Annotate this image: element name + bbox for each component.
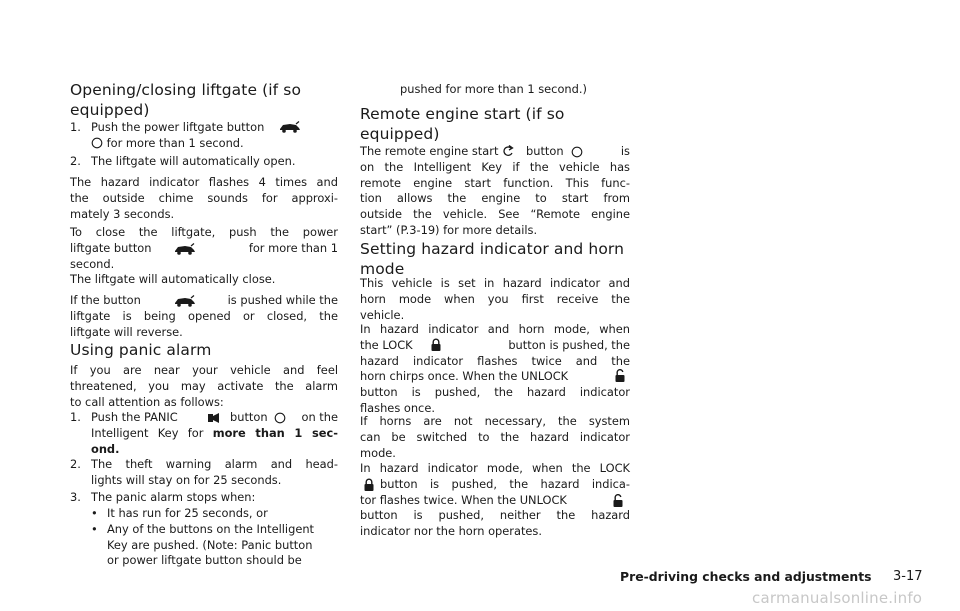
panic-horn-icon	[207, 412, 221, 424]
para-hazard-1	[360, 276, 630, 323]
para-close	[70, 225, 338, 272]
para-hazard-3	[360, 414, 630, 461]
para-hazard-2	[360, 322, 630, 417]
padlock-open-icon	[612, 494, 624, 508]
page-footer	[620, 569, 923, 585]
step-number: 1.	[70, 410, 81, 424]
heading-remote-start	[360, 104, 564, 144]
remote-start-arrow-icon	[502, 145, 514, 158]
text-line: for more than 1	[248, 240, 338, 255]
page-number: 3-17	[893, 569, 923, 584]
panic-step-2	[70, 457, 338, 489]
text-line: liftgate button	[70, 240, 152, 255]
step-text: The panic alarm stops when:	[91, 490, 256, 504]
text-line: To close the liftgate, push the power	[70, 225, 338, 239]
text-line: In hazard indicator mode, when the LOCK	[360, 461, 630, 475]
para-auto-close	[70, 272, 338, 288]
text-line: The remote engine start	[360, 144, 499, 158]
button-circle-icon	[91, 137, 103, 149]
text-line: button is pushed, neither the hazard	[360, 508, 630, 523]
continued-text	[400, 82, 630, 98]
padlock-closed-icon	[430, 338, 442, 352]
bullet-text: It has run for 25 seconds, or	[107, 506, 268, 520]
text-line: horn mode when you first receive the	[360, 291, 630, 306]
text-line: button is pushed, the hazard indica-	[380, 476, 630, 491]
step-text: The liftgate will automatically open.	[91, 154, 296, 168]
para-remote	[360, 144, 630, 239]
heading-panic: Using panic alarm	[70, 341, 212, 359]
text-line: is	[620, 144, 630, 158]
text-line: tor flashes twice. When the UNLOCK	[360, 492, 567, 507]
heading-hazard	[360, 239, 624, 279]
padlock-closed-icon	[363, 478, 375, 492]
step-text: for more than 1 second.	[106, 135, 244, 150]
step-text-bold: more than 1 sec-	[212, 425, 338, 440]
text-line: hazard indicator flashes twice and the	[360, 353, 630, 368]
step-text: The theft warning alarm and head-	[91, 457, 338, 471]
text-line: mately 3 seconds.	[70, 206, 175, 221]
text-line: The hazard indicator flashes 4 times and	[70, 175, 338, 189]
text-line: flashes once.	[360, 400, 435, 415]
heading-line: equipped)	[70, 101, 150, 119]
text-line: button	[526, 144, 564, 158]
step-text: lights will stay on for 25 seconds.	[91, 472, 282, 487]
bullet-list	[91, 506, 338, 569]
step-text: Push the power liftgate button	[91, 120, 265, 134]
heading-line: equipped)	[360, 125, 440, 143]
text-line: vehicle.	[360, 307, 405, 322]
heading-line: mode	[360, 260, 405, 278]
text-line: button is pushed, the	[508, 337, 630, 352]
step-text: Push the PANIC	[91, 410, 178, 424]
bullet-icon: •	[91, 506, 98, 520]
text-line: tion allows the engine to start from	[360, 191, 630, 206]
step-number: 3.	[70, 490, 81, 504]
watermark: carmanualsonline.info	[752, 589, 923, 607]
para-panic	[70, 363, 338, 410]
text-line: remote engine start function. This func-	[360, 175, 630, 190]
step-text-bold: ond.	[91, 441, 120, 456]
bullet-text: Key are pushed. (Note: Panic button	[107, 537, 313, 552]
text-line: to call attention as follows:	[70, 394, 224, 409]
step-number: 2.	[70, 154, 81, 168]
step-number: 1.	[70, 120, 81, 134]
text-line: liftgate is being opened or closed, the	[70, 308, 338, 323]
bullet-icon: •	[91, 521, 98, 536]
para-hazard-4	[360, 461, 630, 540]
para-indicator	[70, 175, 338, 222]
step-text: button	[230, 410, 268, 424]
section-title: Pre-driving checks and adjustments	[620, 569, 872, 584]
step-text: on the	[301, 410, 338, 424]
bullet-text: Any of the buttons on the Intelligent	[107, 521, 315, 536]
text-line: the outside chime sounds for approxi-	[70, 190, 338, 205]
button-circle-icon	[571, 146, 583, 158]
text-line: mode.	[360, 445, 396, 460]
text-line: on the Intelligent Key if the vehicle has	[360, 159, 630, 174]
heading-line: Setting hazard indicator and horn	[360, 240, 625, 258]
step-1	[70, 120, 338, 154]
text-line: button is pushed, the hazard indicator	[360, 385, 630, 400]
text-line: is pushed while the	[227, 293, 338, 307]
text-line: If you are near your vehicle and feel	[70, 363, 338, 377]
car-liftgate-icon	[278, 121, 302, 133]
text-line: liftgate will reverse.	[70, 324, 183, 339]
padlock-open-icon	[614, 369, 626, 383]
step-text: Intelligent Key for	[91, 425, 204, 440]
text-line: horn chirps once. When the UNLOCK	[360, 369, 569, 384]
step-number: 2.	[70, 457, 81, 471]
para-reverse	[70, 293, 338, 340]
text-line: second.	[70, 256, 115, 271]
text-line: If the button	[70, 293, 141, 307]
heading-line: Remote engine start (if so	[360, 105, 565, 123]
heading-line: Opening/closing liftgate (if so	[70, 81, 302, 99]
text-line: the LOCK	[360, 337, 413, 352]
text-line: indicator nor the horn operates.	[360, 524, 542, 539]
car-liftgate-icon	[173, 243, 197, 255]
bullet-text: or power liftgate button should be	[107, 553, 302, 568]
text-line: pushed for more than 1 second.)	[400, 82, 587, 96]
text-line: The liftgate will automatically close.	[70, 272, 276, 286]
text-line: If horns are not necessary, the system	[360, 414, 630, 428]
text-line: outside the vehicle. See “Remote engine	[360, 207, 630, 222]
text-line: start” (P.3-19) for more details.	[360, 222, 538, 237]
text-line: can be switched to the hazard indicator	[360, 429, 630, 444]
panic-step-1	[70, 410, 338, 456]
text-line: threatened, you may activate the alarm	[70, 378, 338, 393]
button-circle-icon	[274, 412, 286, 424]
text-line: This vehicle is set in hazard indicator and	[360, 276, 630, 290]
heading-liftgate	[70, 80, 301, 120]
car-liftgate-icon	[173, 295, 197, 307]
text-line: In hazard indicator and horn mode, when	[360, 322, 630, 336]
